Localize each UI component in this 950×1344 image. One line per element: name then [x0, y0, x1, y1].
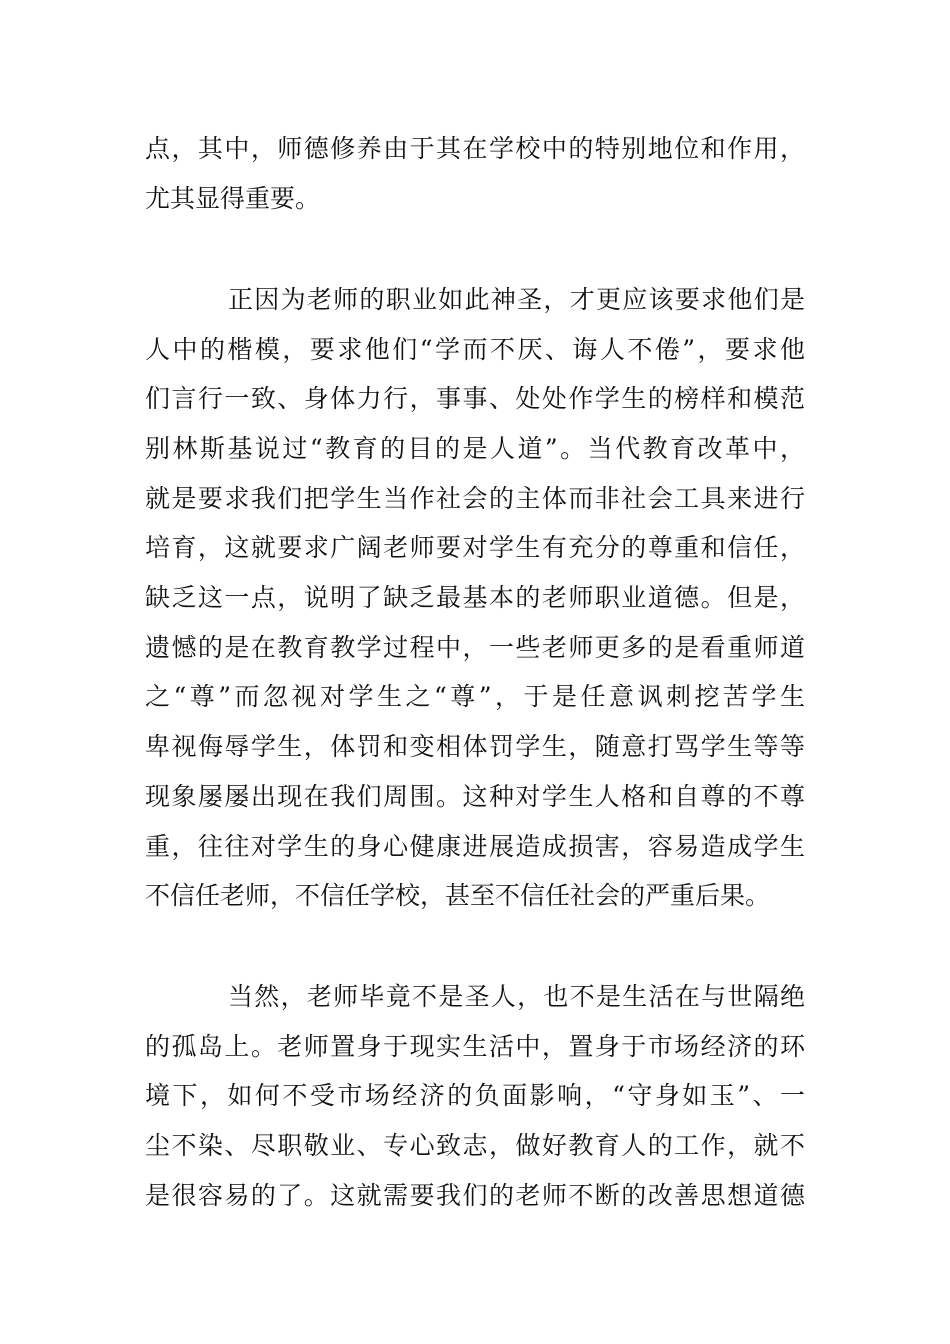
paragraph-2-line-8: 遗憾的是在教育教学过程中，一些老师更多的是看重师道 — [145, 633, 805, 662]
paragraph-2-line-13: 不信任老师，不信任学校，甚至不信任社会的严重后果。 — [145, 881, 771, 910]
paragraph-2-line-1: 正因为老师的职业如此神圣，才更应该要求他们是 — [228, 285, 805, 314]
paragraph-3-line-3: 境下，如何不受市场经济的负面影响，“守身如玉”、一 — [145, 1081, 805, 1110]
paragraph-1-line-2: 尤其显得重要。 — [145, 184, 321, 213]
paragraph-2-line-6: 培育，这就要求广阔老师要对学生有充分的尊重和信任， — [145, 533, 805, 562]
paragraph-3-line-2: 的孤岛上。老师置身于现实生活中，置身于市场经济的环 — [145, 1032, 805, 1061]
paragraph-2-line-12: 重，往往对学生的身心健康进展造成损害，容易造成学生 — [145, 832, 805, 861]
paragraph-2-line-2: 人中的楷模，要求他们“学而不厌、诲人不倦”，要求他 — [145, 335, 805, 364]
paragraph-2-line-5: 就是要求我们把学生当作社会的主体而非社会工具来进行 — [145, 484, 805, 513]
paragraph-3-line-1: 当然，老师毕竟不是圣人，也不是生活在与世隔绝 — [228, 982, 805, 1011]
paragraph-2-line-4: 别林斯基说过“教育的目的是人道”。当代教育改革中， — [145, 434, 805, 463]
paragraph-3-line-5: 是很容易的了。这就需要我们的老师不断的改善思想道德 — [145, 1181, 805, 1210]
paragraph-2-line-11: 现象屡屡出现在我们周围。这种对学生人格和自尊的不尊 — [145, 782, 805, 811]
paragraph-2-line-7: 缺乏这一点，说明了缺乏最基本的老师职业道德。但是， — [145, 583, 805, 612]
paragraph-2-line-9: 之“尊”而忽视对学生之“尊”，于是任意讽刺挖苦学生 — [145, 682, 805, 711]
paragraph-1-line-1: 点，其中，师德修养由于其在学校中的特别地位和作用， — [145, 134, 805, 163]
paragraph-2-line-10: 卑视侮辱学生，体罚和变相体罚学生，随意打骂学生等等 — [145, 732, 805, 761]
paragraph-2-line-3: 们言行一致、身体力行，事事、处处作学生的榜样和模范 — [145, 384, 805, 413]
paragraph-3-line-4: 尘不染、尽职敬业、专心致志，做好教育人的工作，就不 — [145, 1131, 805, 1160]
